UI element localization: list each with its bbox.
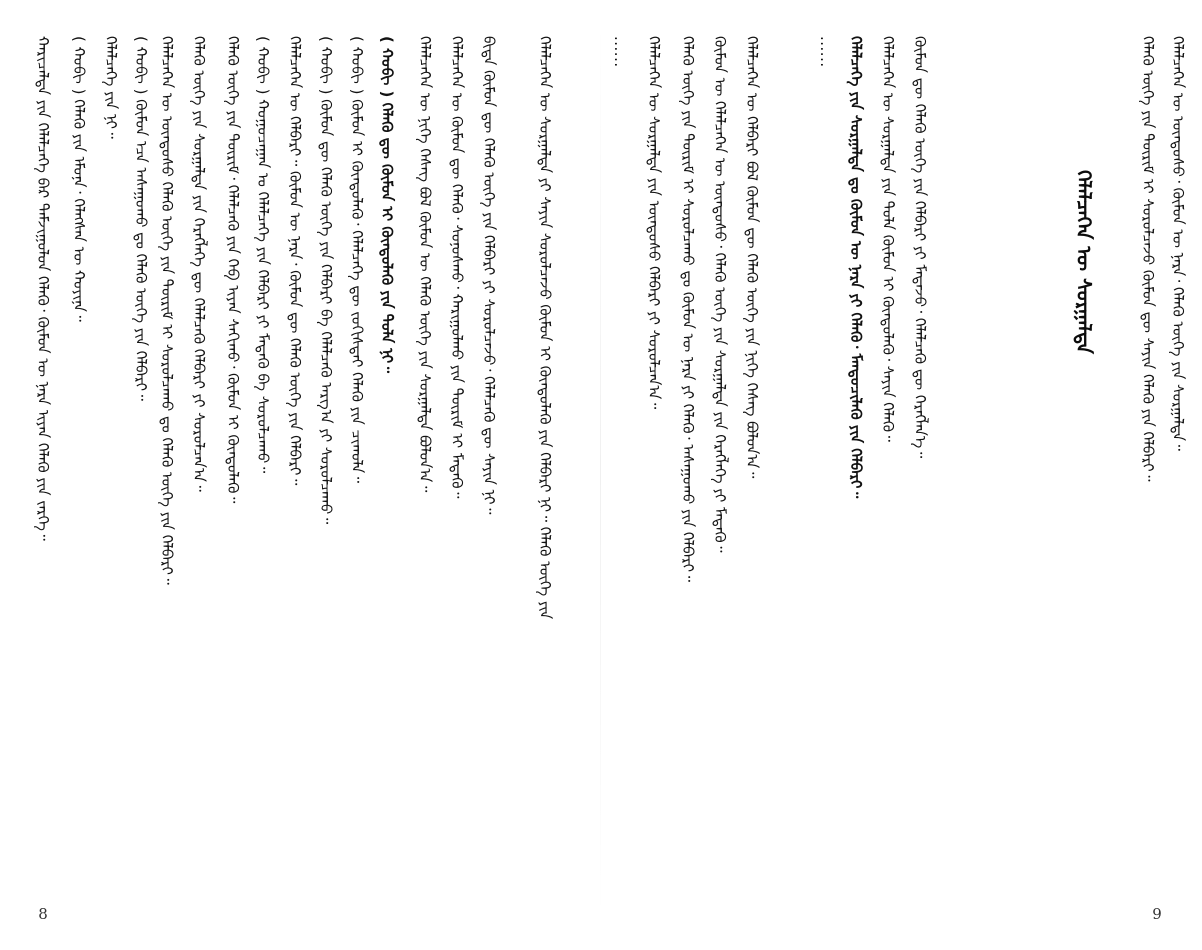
text-column: ...... (817, 36, 835, 68)
text-column: ᠬᠡᠯᠡᠯᠴᠡᠭᠡᠨ ᠦ ᠬᠡᠯᠪᠡᠷᠢ ᠪᠣᠯ ᠬᠦᠮᠦᠨ ᠳᠦ ᠬᠡᠯᠡᠬᠦ ᠦᠭᠡ ᠶᠢᠨ ᠨᠢᠭᠡ ᠬᠡᠰᠡᠭ ᠪᠣᠯᠤᠨ᠎ᠠ᠃ (743, 36, 761, 479)
text-column: ᠬᠡᠯᠡᠯᠴᠡᠭᠡ ᠶᠢᠨ ᠰᠤᠷᠭᠠᠯᠲᠠ ᠳᠤ ᠬᠦᠮᠦᠨ ᠦ ᠨᠡᠷᠡ ᠶᠢ ᠬᠡᠯᠡᠬᠦ᠂ ᠮᠡᠨᠳᠦᠴᠢᠯᠡᠬᠦ ᠶᠢᠨ ᠬᠡᠯᠪᠡᠷᠢ᠃ (847, 36, 865, 499)
text-column: ( ᠬᠤᠪᠢ ) ᠬᠡᠯᠡᠬᠦ ᠶᠢᠨ ᠡᠮᠦᠨᠡ᠂ ᠬᠡᠯᠡᠭᠰᠡᠨ ᠦ ᠬᠣᠶᠢᠨᠠ᠃ (70, 36, 88, 322)
text-column: ᠬᠡᠯᠡᠯᠴᠡᠭᠡᠨ ᠦ ᠬᠡᠯᠪᠡᠷᠢ᠃ ᠬᠦᠮᠦᠨ ᠦ ᠨᠡᠷᠡ᠂ ᠬᠦᠮᠦᠨ ᠳᠦ ᠬᠡᠯᠡᠬᠦ ᠦᠭᠡ ᠶᠢᠨ ᠬᠡᠯᠪᠡᠷᠢ᠃ (286, 36, 304, 486)
text-column: ( ᠬᠤᠪᠢ ) ᠬᠦᠮᠦᠨ ᠢ ᠬᠦᠨᠳᠦᠯᠡᠬᠦ᠂ ᠬᠡᠯᠡᠯᠴᠡᠭᠡ ᠳᠦ ᠵᠣᠬᠢᠰᠲᠠᠢ ᠬᠡᠯᠡᠬᠦ ᠶᠢᠨ ᠴᠢᠬᠤᠯᠠ᠃ (348, 36, 366, 484)
text-column: ᠬᠡᠯᠡᠯᠴᠡᠭᠡ ᠶᠢᠨ ᠨᠢ᠃ (102, 36, 120, 139)
text-column: ᠬᠡᠯᠡᠯᠴᠡᠭᠡᠨ ᠦ ᠰᠤᠷᠭᠠᠯᠲᠠ ᠶᠢᠨ ᠦᠨᠳᠦᠰᠦ ᠬᠡᠯᠪᠡᠷᠢ ᠶᠢ ᠰᠤᠷᠤᠯᠴᠠᠨ᠎ᠠ᠃ (645, 36, 663, 410)
text-column: ᠬᠦᠮᠦᠨ ᠦ ᠬᠡᠯᠡᠯᠴᠡᠭᠡᠨ ᠦ ᠦᠨᠳᠦᠰᠦ᠂ ᠬᠡᠯᠡᠬᠦ ᠦᠭᠡ ᠶᠢᠨ ᠰᠤᠷᠭᠠᠯᠲᠠ ᠶᠢᠨ ᠬᠡᠷᠡᠭᠯᠡᠭᠡ ᠶᠢ ᠮᠡᠳᠡᠬᠦ᠃ (711, 36, 729, 553)
text-column: ᠬᠠᠷᠢᠴᠠᠯᠲᠠ ᠶᠢᠨ ᠬᠡᠯᠡᠯᠴᠡᠭᠡ ᠪᠡᠷ ᠳᠠᠮᠵᠢᠭᠤᠯᠤᠨ ᠬᠡᠯᠡᠬᠦ᠂ ᠬᠦᠮᠦᠨ ᠦ ᠨᠡᠷᠡ ᠢᠶᠡᠨ ᠬᠡᠯᠡᠬᠦ ᠶᠢᠨ ᠵᠡᠷᠭᠡ᠃ (34, 36, 52, 541)
text-column: ᠬᠡᠯᠡᠯᠴᠡᠭᠡᠨ ᠦ ᠦᠨᠳᠦᠰᠦ ᠬᠡᠯᠡᠬᠦ ᠦᠭᠡ ᠶᠢᠨ ᠳᠦᠷᠢᠮ ᠢ ᠰᠤᠷᠤᠯᠴᠠᠬᠤ ᠳᠤ ᠬᠡᠯᠡᠬᠦ ᠦᠭᠡ ᠶᠢᠨ ᠬᠡᠯᠪᠡᠷᠢ᠃ (158, 36, 176, 585)
text-column: ...... (611, 36, 629, 68)
right-page (601, 0, 1202, 950)
page-title: ᠬᠡᠯᠡᠯᠴᠡᠭᠡᠨ ᠦ ᠰᠤᠷᠭᠠᠯᠲᠠ (1072, 170, 1096, 354)
text-column: ᠪᠢᠳᠡ ᠬᠦᠮᠦᠨ ᠳᠦ ᠬᠡᠯᠡᠬᠦ ᠦᠭᠡ ᠶᠢᠨ ᠬᠡᠯᠪᠡᠷᠢ ᠶᠢ ᠰᠤᠷᠤᠯᠴᠠᠵᠤ᠂ ᠬᠡᠯᠡᠯᠴᠡᠬᠦ ᠳᠦ ᠰᠠᠶᠢᠨ ᠨᠢ᠃ (480, 36, 498, 515)
text-column: ᠬᠡᠯᠡᠯᠴᠡᠭᠡᠨ ᠦ ᠦᠨᠳᠦᠰᠦ᠂ ᠬᠦᠮᠦᠨ ᠦ ᠨᠡᠷᠡ᠂ ᠬᠡᠯᠡᠬᠦ ᠦᠭᠡ ᠶᠢᠨ ᠰᠤᠷᠭᠠᠯᠲᠠ᠃ (1169, 36, 1187, 451)
text-column: ᠬᠡᠯᠡᠯᠴᠡᠭᠡᠨ ᠦ ᠨᠢᠭᠡ ᠬᠡᠰᠡᠭ ᠪᠣᠯ ᠬᠦᠮᠦᠨ ᠦ ᠬᠡᠯᠡᠬᠦ ᠦᠭᠡ ᠶᠢᠨ ᠰᠤᠷᠭᠠᠯᠲᠠ ᠪᠣᠯᠤᠨ᠎ᠠ᠃ (416, 36, 434, 493)
text-column: ᠬᠡᠯᠡᠬᠦ ᠦᠭᠡ ᠶᠢᠨ ᠳᠦᠷᠢᠮ ᠢ ᠰᠤᠷᠤᠯᠴᠠᠬᠤ ᠳᠤ ᠬᠦᠮᠦᠨ ᠦ ᠨᠡᠷᠡ ᠶᠢ ᠬᠡᠯᠡᠬᠦ᠂ ᠠᠰᠠᠭᠤᠬᠤ ᠶᠢᠨ ᠬᠡᠯᠪᠡᠷᠢ᠃ (679, 36, 697, 582)
text-column: ᠬᠡᠯᠡᠯᠴᠡᠭᠡᠨ ᠦ ᠰᠤᠷᠭᠠᠯᠲᠠ ᠶᠢ ᠰᠠᠶᠢᠨ ᠰᠤᠷᠤᠯᠴᠠᠵᠤ ᠬᠦᠮᠦᠨ ᠢ ᠬᠦᠨᠳᠦᠯᠡᠬᠦ ᠶᠢᠨ ᠬᠡᠯᠪᠡᠷᠢ ᠨᠢ᠃ ᠬᠡᠯᠡᠬᠦ ᠦᠭᠡ ᠶᠢᠨ (536, 36, 554, 620)
page-number: 9 (1152, 905, 1162, 923)
text-column: ᠬᠡᠯᠡᠬᠦ ᠦᠭᠡ ᠶᠢᠨ ᠳᠦᠷᠢᠮ᠂ ᠬᠡᠯᠡᠯᠴᠡᠬᠦ ᠶᠢᠨ ᠬᠡᠪ ᠢᠶᠡᠨ ᠰᠠᠬᠢᠬᠤ᠂ ᠬᠦᠮᠦᠨ ᠢ ᠬᠦᠨᠳᠦᠯᠡᠬᠦ᠃ (224, 36, 242, 504)
text-column: ᠬᠡᠯᠡᠬᠦ ᠦᠭᠡ ᠶᠢᠨ ᠰᠤᠷᠭᠠᠯᠲᠠ ᠶᠢᠨ ᠬᠡᠷᠡᠭᠯᠡᠭᠡ ᠳᠦ ᠬᠡᠯᠡᠯᠴᠡᠬᠦ ᠬᠡᠯᠪᠡᠷᠢ ᠶᠢ ᠰᠤᠷᠤᠯᠴᠠᠨ᠎ᠠ᠃ (190, 36, 208, 492)
text-column: ᠬᠦᠮᠦᠨ ᠳᠦ ᠬᠡᠯᠡᠬᠦ ᠦᠭᠡ ᠶᠢᠨ ᠬᠡᠯᠪᠡᠷᠢ ᠶᠢ ᠮᠡᠳᠡᠵᠦ᠂ ᠬᠡᠯᠡᠯᠴᠡᠬᠦ ᠳᠦ ᠬᠡᠷᠡᠭᠯᠡᠨ᠎ᠡ᠃ (911, 36, 929, 459)
text-column: ᠬᠡᠯᠡᠬᠦ ᠦᠭᠡ ᠶᠢᠨ ᠳᠦᠷᠢᠮ ᠢ ᠰᠤᠷᠤᠯᠴᠠᠵᠤ ᠬᠦᠮᠦᠨ ᠳᠦ ᠰᠠᠶᠢᠨ ᠬᠡᠯᠡᠬᠦ ᠶᠢᠨ ᠬᠡᠯᠪᠡᠷᠢ᠃ (1139, 36, 1157, 482)
page-number: 8 (38, 905, 48, 923)
text-column: ( ᠬᠤᠪᠢ ) ᠬᠦᠮᠦᠨ ᠳᠦ ᠬᠡᠯᠡᠬᠦ ᠦᠭᠡ ᠶᠢᠨ ᠬᠡᠯᠪᠡᠷᠢ ᠪᠠ ᠬᠡᠯᠡᠯᠴᠡᠬᠦ ᠠᠷᠭ᠎ᠠ ᠶᠢ ᠰᠤᠷᠤᠯᠴᠠᠬᠤ᠃ (317, 36, 335, 525)
text-column: ( ᠬᠤᠪᠢ ) ᠬᠦᠮᠦᠨ ᠡᠴᠡ ᠠᠰᠠᠭᠤᠬᠤ ᠳᠤ ᠬᠡᠯᠡᠬᠦ ᠦᠭᠡ ᠶᠢᠨ ᠬᠡᠯᠪᠡᠷᠢ᠃ (132, 36, 150, 401)
text-column: ᠬᠡᠯᠡᠯᠴᠡᠭᠡᠨ ᠦ ᠬᠦᠮᠦᠨ ᠳᠦ ᠬᠡᠯᠡᠬᠦ᠂ ᠰᠣᠨᠣᠰᠬᠤ᠂ ᠬᠠᠷᠢᠭᠤᠯᠬᠤ ᠶᠢᠨ ᠳᠦᠷᠢᠮ ᠢ ᠮᠡᠳᠡᠬᠦ᠃ (448, 36, 466, 499)
text-column: ᠬᠡᠯᠡᠯᠴᠡᠭᠡᠨ ᠦ ᠰᠤᠷᠭᠠᠯᠲᠠ ᠶᠢᠨ ᠲᠤᠯᠠ ᠬᠦᠮᠦᠨ ᠢ ᠬᠦᠨᠳᠦᠯᠡᠬᠦ᠂ ᠰᠠᠶᠢᠨ ᠬᠡᠯᠡᠬᠦ᠃ (879, 36, 897, 442)
text-column: ( ᠬᠤᠪᠢ ) ᠬᠤᠭᠤᠴᠠᠭᠠᠨ ᠤ ᠬᠡᠯᠡᠯᠴᠡᠭᠡ ᠶᠢᠨ ᠬᠡᠯᠪᠡᠷᠢ ᠶᠢ ᠮᠡᠳᠡᠬᠦ ᠪᠠ ᠰᠤᠷᠤᠯᠴᠠᠬᠤ᠃ (254, 36, 272, 474)
text-column: ( ᠬᠤᠪᠢ ) ᠬᠡᠯᠡᠬᠦ ᠳᠦ ᠬᠦᠮᠦᠨ ᠢ ᠬᠦᠨᠳᠦᠯᠡᠬᠦ ᠶᠢᠨ ᠲᠤᠯᠠ ᠨᠢ᠃ (378, 36, 396, 374)
